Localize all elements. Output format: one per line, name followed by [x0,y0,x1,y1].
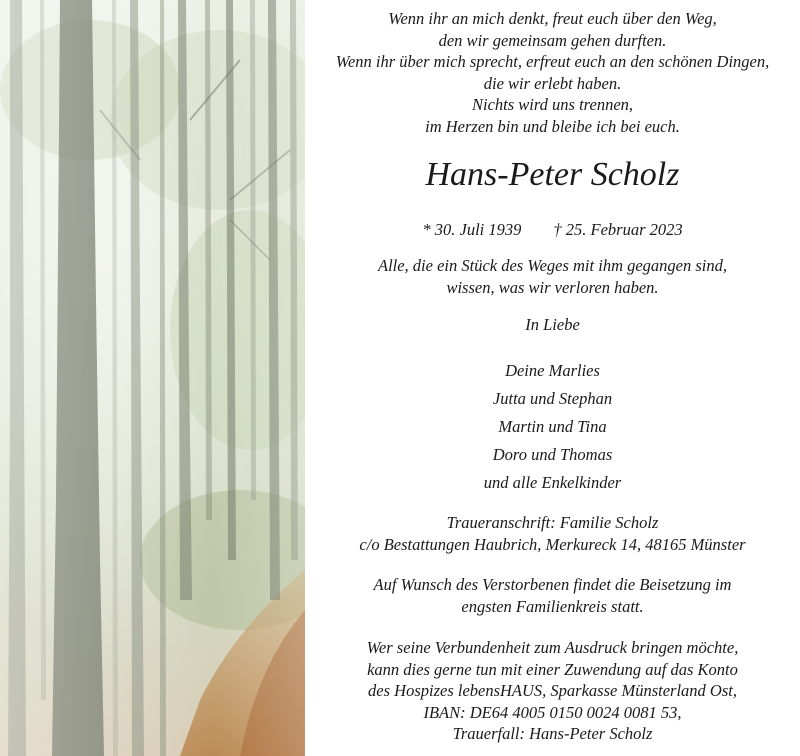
poem-line: im Herzen bin und bleibe ich bei euch. [425,116,680,136]
family-member: Martin und Tina [498,417,607,436]
family-list [305,357,800,497]
burial-notice [305,574,800,617]
donation-line: IBAN: DE64 4005 0150 0024 0081 53, [423,702,682,722]
poem-line: den wir gemeinsam gehen durften. [438,30,667,50]
obituary-text [305,0,800,756]
poem [305,8,800,138]
deceased-name: Hans-Peter Scholz [425,156,680,193]
forest-trees-illustration [0,0,305,756]
family-member: Doro und Thomas [492,445,613,464]
family-member: und alle Enkelkinder [483,473,622,492]
donation-line: Wer seine Verbundenheit zum Ausdruck bringen möchte, [366,638,739,657]
mourning-address [305,512,800,555]
donation-line: Trauerfall: Hans-Peter Scholz [452,724,653,744]
poem-line: Wenn ihr über mich sprecht, erfreut euch an den schönen Dingen, [335,52,770,72]
memorial-quote [305,255,800,298]
burial-line: engsten Familienkreis statt. [461,596,644,616]
poem-line: Nichts wird uns trennen, [471,95,634,115]
donation-notice [305,637,800,745]
address-line: c/o Bestattungen Haubrich, Merkureck 14, 48165 Münster [359,534,746,554]
death-date: † 25. Februar 2023 [553,220,683,239]
address-line: Traueranschrift: Familie Scholz [446,513,659,532]
family-member: Deine Marlies [505,361,600,380]
family-member: Jutta und Stephan [492,389,613,408]
burial-line: Auf Wunsch des Verstorbenen findet die Beisetzung im [373,575,732,594]
donation-line: kann dies gerne tun mit einer Zuwendung auf das Konto [367,659,738,679]
poem-line: Wenn ihr an mich denkt, freut euch über den Weg, [388,9,717,28]
birth-date: * 30. Juli 1939 [422,220,522,239]
donation-line: des Hospizes lebensHAUS, Sparkasse Münsterland Ost, [368,681,737,701]
in-love-line: In Liebe [525,315,580,334]
quote-line: Alle, die ein Stück des Weges mit ihm gegangen sind, [377,256,728,275]
life-dates [305,219,800,241]
poem-line: die wir erlebt haben. [483,73,622,93]
quote-line: wissen, was wir verloren haben. [446,277,659,297]
forest-path-photo [0,0,305,756]
